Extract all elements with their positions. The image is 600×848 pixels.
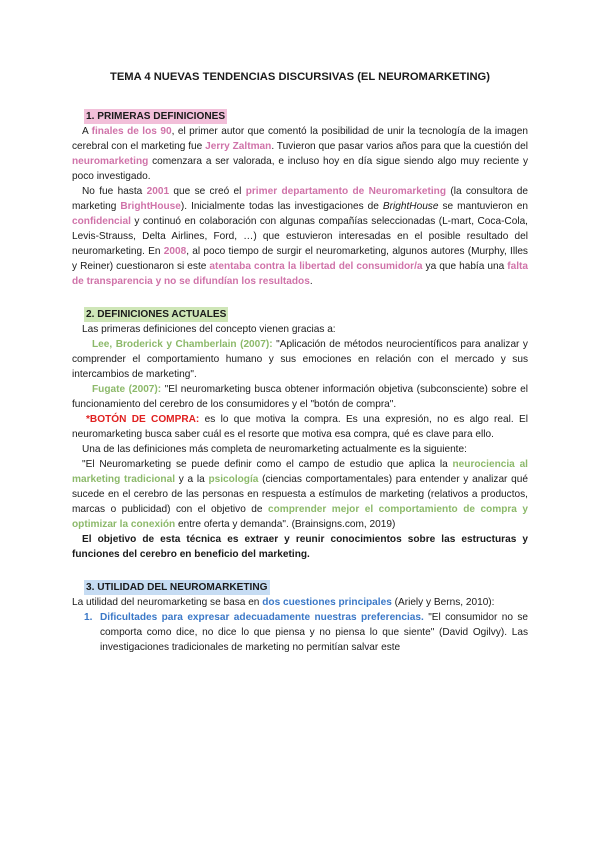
highlight-jerry-zaltman: Jerry Zaltman bbox=[205, 141, 272, 152]
document-title: TEMA 4 NUEVAS TENDENCIAS DISCURSIVAS (EL NEUROMARKETING) bbox=[110, 71, 490, 83]
paragraph-origin: A finales de los 90, el primer autor que comentó la posibilidad de unir la tecnología de la imagen cerebral con el marketing fue Jerry Zaltman. Tuvieron que pasar varios años para que la cuestión del neuromarketing comenzara a ser valorada, e incluso hoy en día sigue siendo algo muy reciente y poco investigado. bbox=[72, 126, 529, 182]
list-number: 1. bbox=[84, 612, 93, 623]
highlight-2001: 2001 bbox=[146, 186, 170, 197]
highlight-dificultades: Dificultades para expresar adecuadamente nuestras preferencias. bbox=[100, 612, 424, 623]
highlight-neuromarketing: neuromarketing bbox=[72, 156, 149, 167]
boton-de-compra-label: *BOTÓN DE COMPRA: bbox=[86, 414, 200, 425]
paragraph-intro: Las primeras definiciones del concepto vienen gracias a: bbox=[82, 324, 336, 335]
document-page bbox=[72, 70, 528, 655]
highlight-brighthouse: BrightHouse bbox=[120, 201, 181, 212]
author-lee-broderick-chamberlain: Lee, Broderick y Chamberlain (2007): bbox=[92, 339, 273, 350]
highlight-falta-transparencia: falta de transparencia y no se difundían los resultados bbox=[72, 261, 528, 287]
paragraph-brighthouse: No fue hasta 2001 que se creó el primer departamento de Neuromarketing (la consultora de marketing BrightHouse). Inicialmente todas las investigaciones de BrightHouse se mantuvieron en confidencial y continuó en colaboración con algunas compañías seleccionadas (L-mart, Coca-Cola, Levis-Strauss, Delta Airlines, Ford, …) que estuvieron interesadas en el posible resultado del neuromarketing. En 2008, al poco tiempo de surgir el neuromarketing, algunos autores (Murphy, Illes y Reiner) cuestionaron si este atentaba contra la libertad del consumidor/a ya que había una falta de transparencia y no se difundían los resultados. bbox=[72, 186, 529, 287]
paragraph-objetivo: El objetivo de esta técnica es extraer y reunir conocimientos sobre las estructuras y funciones del cerebro en beneficio del marketing. bbox=[72, 534, 528, 560]
definition-boton-compra: *BOTÓN DE COMPRA: es lo que motiva la compra. Es una expresión, no es algo real. El neuromarketing busca saber cuál es el resorte que motiva esa compra, qué es clave para ello. bbox=[72, 414, 528, 440]
highlight-psicologia: psicología bbox=[208, 474, 259, 485]
quote-brainsigns: "El Neuromarketing se puede definir como el campo de estudio que aplica la neurociencia al marketing tradicional y a la psicología (ciencias comportamentales) para entender y analizar qué sucede en el cerebro de las personas en respuesta a estímulos de marketing (relativos a productos, marcas o publicidad) con el objetivo de comprender mejor el comportamiento de compra y optimizar la conexión entre oferta y demanda". (Brainsigns.com, 2019) bbox=[72, 459, 528, 530]
highlight-libertad-consumidor: atentaba contra la libertad del consumidor/a bbox=[209, 261, 423, 272]
highlight-confidencial: confidencial bbox=[72, 216, 131, 227]
definition-lee: Lee, Broderick y Chamberlain (2007): "Aplicación de métodos neurocientíficos para analizar y comprender el comportamiento humano y sus emociones en relación con el mercado y sus intercambios de marketing". bbox=[72, 339, 528, 380]
definition-fugate: Fugate (2007): "El neuromarketing busca obtener información objetiva (subconsciente) sobre el funcionamiento del cerebro de los consumidores y el "botón de compra". bbox=[72, 384, 528, 410]
section-heading-primeras-definiciones: 1. PRIMERAS DEFINICIONES bbox=[86, 111, 226, 122]
section-heading-definiciones-actuales: 2. DEFINICIONES ACTUALES bbox=[86, 309, 227, 320]
highlight-dos-cuestiones: dos cuestiones principales bbox=[262, 597, 392, 608]
list-item: 1. Dificultades para expresar adecuadamente nuestras preferencias. "El consumidor no se comporta como dice, no dice lo que piensa y no piensa lo que siente" (David Ogilvy). Las investigaciones tradicionales de marketing no permitían salvar este bbox=[84, 612, 528, 653]
highlight-comprender-comportamiento: comprender mejor el comportamiento de compra y optimizar la conexión bbox=[72, 504, 528, 530]
highlight-primer-departamento: primer departamento de Neuromarketing bbox=[245, 186, 447, 197]
author-fugate: Fugate (2007): bbox=[92, 384, 162, 395]
paragraph-utilidad: La utilidad del neuromarketing se basa en dos cuestiones principales (Ariely y Berns, 2010): bbox=[72, 597, 495, 608]
highlight-2008: 2008 bbox=[163, 246, 187, 257]
highlight-finales-90: finales de los 90 bbox=[91, 126, 172, 137]
highlight-neurociencia: neurociencia al marketing tradicional bbox=[72, 459, 528, 485]
section-heading-utilidad: 3. UTILIDAD DEL NEUROMARKETING bbox=[86, 582, 268, 593]
paragraph-mas-completa: Una de las definiciones más completa de neuromarketing actualmente es la siguiente: bbox=[82, 444, 467, 455]
